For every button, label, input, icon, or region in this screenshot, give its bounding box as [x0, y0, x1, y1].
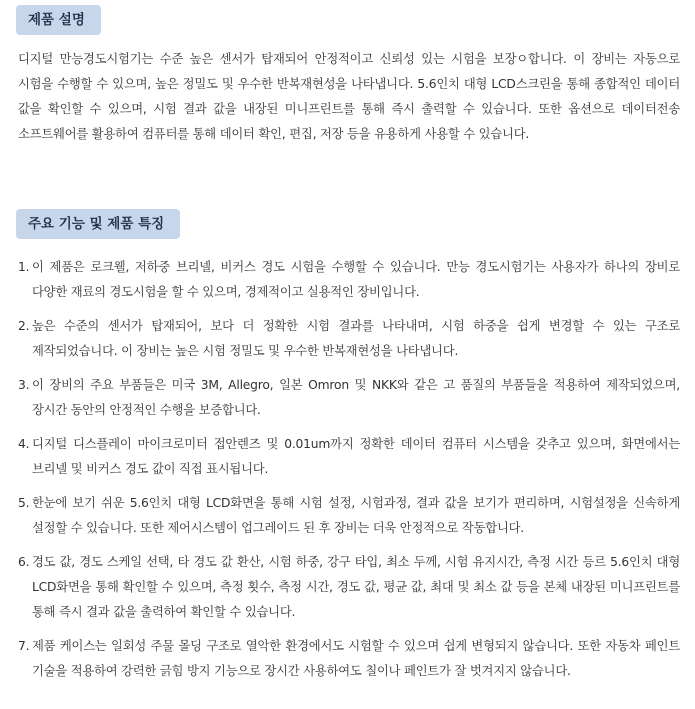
product-description-text: 디지털 만능경도시험기는 수준 높은 센서가 탑재되어 안정적이고 신뢰성 있는 시험을 보장ㅇ합니다. 이 장비는 자동으로 시험을 수행할 수 있으며, 높은 정밀도 및 우수한 반복재현성을 나타냅니다. 5.6인치 대형 LCD스크린을 통해 종합적인 데이터 값을 확인할 수 있으며, 시험 결과 값을 내장된 미니프린트를 통해 즉시 출력할 수 있습니다. 또한 옵션으로 데이터전송 소프트웨어를 활용하여 컴퓨터를 통해 데이터 확인, 편집, 저장 등을 유용하게 사용할 수 있습니다. — [18, 52, 680, 141]
feature-number: 1. — [18, 260, 30, 274]
feature-item-3 — [18, 373, 680, 423]
feature-number: 7. — [18, 639, 30, 653]
feature-number: 3. — [18, 378, 30, 392]
feature-text: 디지털 디스플레이 마이크로미터 접안렌즈 및 0.01um까지 정확한 데이터 컴퓨터 시스템을 갖추고 있으며, 화면에서는 브리넬 및 비커스 경도 값이 직접 표시됩니다. — [32, 437, 680, 476]
feature-text: 경도 값, 경도 스케일 선택, 타 경도 값 환산, 시험 하중, 강구 타입, 최소 두께, 시험 유지시간, 측정 시간 등르 5.6인치 대형 LCD화면을 통해 확인할 수 있으며, 측정 횟수, 측정 시간, 경도 값, 평균 값, 최대 및 최소 값 등을 본체 내장된 미니프린트를 통해 즉시 결과 값을 출력하여 확인할 수 있습니다. — [32, 555, 680, 619]
feature-number: 6. — [18, 555, 30, 569]
features-header: 주요 기능 및 제품 특징 — [16, 209, 180, 239]
feature-text: 높은 수준의 센서가 탑재되어, 보다 더 정확한 시험 결과를 나타내며, 시험 하중을 쉽게 변경할 수 있는 구조로 제작되었습니다. 이 장비는 높은 시험 정밀도 및 우수한 반복재현성을 나타냅니다. — [32, 319, 680, 358]
feature-item-7 — [18, 634, 680, 684]
feature-item-5 — [18, 491, 680, 541]
feature-text: 제품 케이스는 일회성 주물 몰딩 구조로 열악한 환경에서도 시험할 수 있으며 쉽게 변형되지 않습니다. 또한 자동차 페인트 기술을 적용하여 강력한 긁힘 방지 기능으로 장시간 사용하여도 칠이나 페인트가 잘 벗겨지지 않습니다. — [32, 639, 680, 678]
feature-list — [18, 255, 680, 693]
feature-text: 이 장비의 주요 부품들은 미국 3M, Allegro, 일본 Omron 및 NKK와 같은 고 품질의 부품들을 적용하여 제작되었으며, 장시간 동안의 안정적인 수행을 보증합니다. — [32, 378, 680, 417]
feature-item-2 — [18, 314, 680, 364]
feature-text: 이 제품은 로크웰, 저하중 브리넬, 비커스 경도 시험을 수행할 수 있습니다. 만능 경도시험기는 사용자가 하나의 장비로 다양한 재료의 경도시험을 할 수 있으며, 경제적이고 실용적인 장비입니다. — [32, 260, 680, 299]
feature-text: 한눈에 보기 쉬운 5.6인치 대형 LCD화면을 통해 시험 설정, 시험과정, 결과 값을 보기가 편리하며, 시험설정을 신속하게 설정할 수 있습니다. 또한 제어시스템이 업그레이드 된 후 장비는 더욱 안정적으로 작동합니다. — [32, 496, 680, 535]
product-description-header: 제품 설명 — [16, 5, 101, 35]
feature-number: 5. — [18, 496, 30, 510]
feature-item-4 — [18, 432, 680, 482]
feature-item-6 — [18, 550, 680, 625]
feature-number: 2. — [18, 319, 30, 333]
feature-number: 4. — [18, 437, 30, 451]
feature-item-1 — [18, 255, 680, 305]
